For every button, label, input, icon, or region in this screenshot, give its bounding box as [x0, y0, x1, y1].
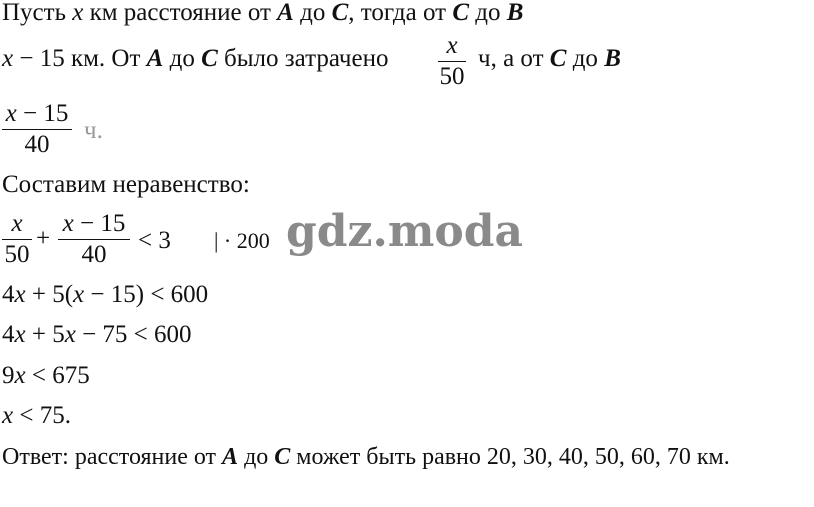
- denominator: 50: [439, 63, 465, 90]
- point-c: C: [452, 0, 469, 26]
- text: − 75 < 600: [75, 321, 192, 348]
- text: − 15: [73, 210, 126, 237]
- text: до: [469, 0, 507, 26]
- line-4: Составим неравенство:: [2, 171, 250, 198]
- line-1: [2, 0, 523, 28]
- var-x: x: [64, 321, 76, 348]
- fraction-bar: [438, 61, 466, 62]
- watermark-logo: gdz.moda: [286, 206, 524, 257]
- step-1: [2, 280, 208, 310]
- text: − 15) < 600: [84, 281, 209, 308]
- denominator: 40: [81, 241, 107, 268]
- text: до: [293, 0, 332, 26]
- text: , тогда от: [348, 0, 453, 26]
- numerator: x: [446, 32, 458, 59]
- fraction-bar: [2, 239, 32, 240]
- point-c: C: [331, 0, 349, 26]
- line-2: [2, 44, 388, 74]
- text: до: [163, 45, 202, 72]
- numerator: x: [11, 210, 23, 237]
- text: < 675: [25, 362, 90, 389]
- text: км расстояние от: [83, 0, 278, 26]
- point-b: B: [506, 0, 524, 26]
- point-a: A: [277, 0, 294, 26]
- unit-hours: ч.: [84, 117, 103, 144]
- denominator: 50: [4, 241, 30, 268]
- text: < 75.: [13, 402, 71, 429]
- coef: 4: [2, 321, 15, 348]
- text: до: [238, 444, 275, 470]
- text: до: [566, 45, 605, 72]
- var-x: x: [62, 210, 74, 237]
- point-b: B: [604, 45, 621, 72]
- text: + 5(: [25, 281, 74, 308]
- text: ч, а от: [478, 45, 550, 72]
- var-x: x: [2, 402, 14, 429]
- fraction-x-15-40: [2, 100, 72, 159]
- text: − 15: [16, 100, 69, 127]
- numerator: [58, 210, 130, 238]
- multiplier: | · 200: [214, 228, 270, 253]
- point-c: C: [274, 444, 291, 470]
- var-x: x: [14, 321, 26, 348]
- point-a: A: [222, 444, 239, 470]
- var-x: x: [73, 281, 85, 308]
- answer-line: [2, 442, 730, 472]
- text: Пусть: [2, 0, 73, 26]
- less-than-3: < 3: [138, 227, 171, 254]
- text: было затрачено: [217, 45, 389, 72]
- step-2: [2, 320, 192, 350]
- fraction-bar: [2, 129, 72, 130]
- fraction-x-15-40-ineq: [58, 210, 130, 269]
- point-a: A: [146, 45, 164, 72]
- coef: 9: [2, 362, 15, 389]
- text: + 5: [25, 321, 65, 348]
- var-x: x: [14, 281, 26, 308]
- var-x: x: [5, 100, 17, 127]
- text: Ответ: расстояние от: [2, 444, 223, 470]
- fraction-x-50-ineq: [2, 210, 32, 269]
- step-4: [2, 401, 71, 431]
- point-c: C: [201, 45, 218, 72]
- numerator: [2, 100, 72, 128]
- coef: 4: [2, 281, 15, 308]
- fraction-bar: [58, 239, 130, 240]
- denominator: 40: [24, 131, 50, 158]
- var-x: x: [14, 362, 26, 389]
- var-x: x: [2, 45, 14, 72]
- point-c: C: [549, 45, 567, 72]
- fraction-x-50: [438, 32, 466, 91]
- var-x: x: [72, 0, 84, 26]
- plus-sign: +: [36, 225, 51, 252]
- step-3: [2, 361, 90, 391]
- text: − 15 км. От: [13, 45, 147, 72]
- line-2-tail: [478, 44, 621, 74]
- text: может быть равно 20, 30, 40, 50, 60, 70 км.: [290, 444, 730, 470]
